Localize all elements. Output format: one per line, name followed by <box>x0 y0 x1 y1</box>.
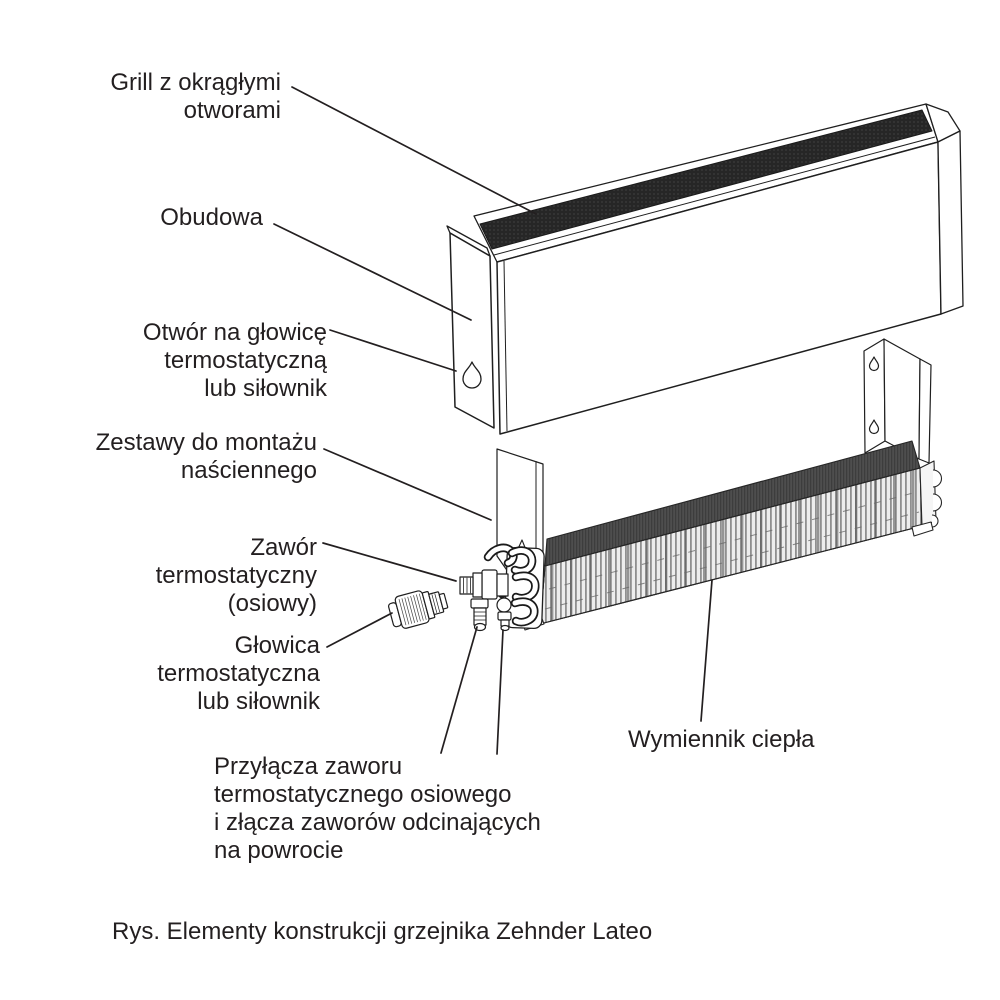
leader-zestawy <box>324 449 491 520</box>
label-glowica: Głowica termostatyczna lub siłownik <box>157 632 320 715</box>
label-zawor: Zawór termostatyczny (osiowy) <box>155 534 317 617</box>
leader-otwor <box>330 330 456 371</box>
label-otwor-glowica: Otwór na głowicę termostatyczną lub siłownik <box>142 319 327 402</box>
leader-wymiennik <box>701 580 712 721</box>
thermostatic-head <box>387 585 451 632</box>
figure-caption: Rys. Elementy konstrukcji grzejnika Zehnder Lateo <box>112 918 653 945</box>
axial-valve-body <box>460 570 508 599</box>
u-bend-pipe <box>932 515 938 527</box>
leader-obudowa <box>274 224 471 320</box>
label-grill: Grill z okrągłymi otworami <box>110 69 281 124</box>
u-bend-pipe <box>933 470 942 487</box>
label-zestawy: Zestawy do montażu naściennego <box>95 429 317 484</box>
label-wymiennik: Wymiennik ciepła <box>628 726 815 753</box>
label-obudowa: Obudowa <box>160 204 263 231</box>
leader-przylacza-2 <box>497 630 503 754</box>
leader-glowica <box>327 613 392 647</box>
leader-grill <box>292 87 536 214</box>
label-przylacza: Przyłącza zaworu termostatycznego osiowego i złącza zaworów odcinających na powrocie <box>214 753 541 864</box>
leader-zawor <box>323 543 456 581</box>
leader-przylacza-1 <box>441 627 477 753</box>
u-bend-pipe <box>933 494 942 511</box>
heat-exchanger <box>522 441 942 630</box>
valve-bottom-connections <box>471 598 511 631</box>
